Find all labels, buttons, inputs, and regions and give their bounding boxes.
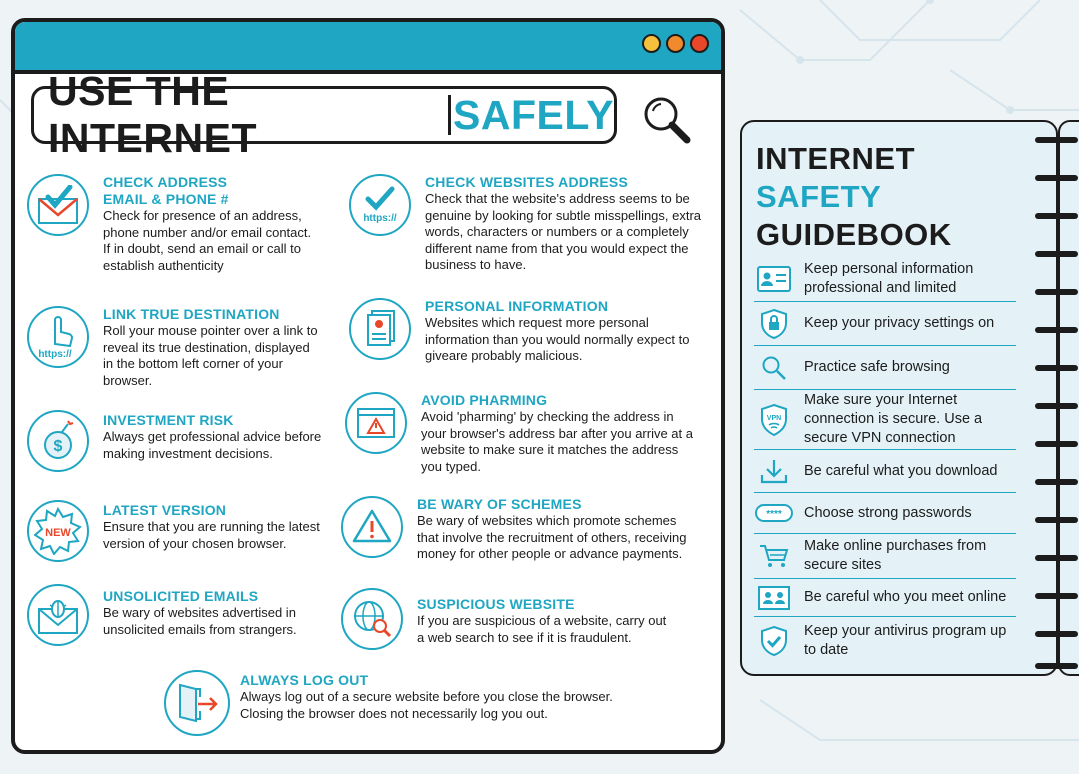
guidebook-item-label: Keep personal information professional and limited bbox=[804, 260, 974, 296]
browser-warning-icon bbox=[345, 392, 407, 454]
maximize-dot[interactable] bbox=[666, 34, 685, 53]
guidebook-item bbox=[754, 302, 1016, 346]
people-icon bbox=[754, 586, 794, 610]
title-part2: SAFELY bbox=[453, 91, 614, 138]
bug-email-icon bbox=[27, 584, 89, 646]
tip-title: CHECK ADDRESS bbox=[103, 174, 228, 190]
tip-body: Always get professional advice before making investment decisions. bbox=[103, 429, 322, 461]
logout-door-icon bbox=[164, 670, 230, 736]
cart-icon bbox=[754, 543, 794, 569]
guidebook-item bbox=[754, 346, 1016, 390]
tip-body: Be wary of websites which promote schemes that involve the recruitment of others, receiving money for other people or advance payments. bbox=[417, 513, 687, 561]
guidebook-item bbox=[754, 579, 1016, 617]
guidebook-item-label: Make sure your Internet connection is secure. Use a secure VPN connection bbox=[804, 392, 983, 446]
guidebook-item-label: Choose strong passwords bbox=[804, 504, 972, 521]
new-badge-icon bbox=[27, 500, 89, 562]
tip-title: LATEST VERSION bbox=[103, 502, 227, 518]
guidebook-item-label: Be careful who you meet online bbox=[804, 589, 1007, 605]
browser-window bbox=[11, 18, 725, 754]
shield-lock-icon bbox=[754, 308, 794, 340]
tip-body: Always log out of a secure website before you close the browser. Closing the browser does not necessarily log you out. bbox=[240, 689, 613, 721]
tip-body: Avoid 'pharming' by checking the address in your browser's address bar after you arrive at a website to make sure it matches the address you typed. bbox=[421, 409, 693, 474]
pointer-https-icon bbox=[27, 306, 89, 368]
vpn-icon-text: VPN bbox=[766, 414, 782, 422]
password-icon bbox=[754, 504, 794, 522]
https-icon-text: https:// bbox=[363, 213, 397, 224]
text-cursor bbox=[448, 95, 451, 135]
tip-body: Roll your mouse pointer over a link to reveal its true destination, displayed in the bottom left corner of your browser. bbox=[103, 323, 318, 388]
money-bomb-icon bbox=[27, 410, 89, 472]
tip-title-line2: EMAIL & PHONE # bbox=[103, 191, 229, 207]
search-icon bbox=[754, 355, 794, 381]
email-check-icon bbox=[27, 174, 89, 236]
close-dot[interactable] bbox=[690, 34, 709, 53]
tip-body: Check that the website's address seems to be genuine by looking for subtle misspellings, extra words, characters or numbers or a completely different name from that you would expect the business to have. bbox=[425, 191, 702, 272]
documents-icon bbox=[349, 298, 411, 360]
guidebook-item-label: Keep your antivirus program up to date bbox=[804, 623, 1007, 658]
page-title bbox=[31, 68, 617, 161]
guidebook-title-line3: GUIDEBOOK bbox=[756, 217, 952, 252]
tip-body: Websites which request more personal information than you would normally expect to giveare probably malicious. bbox=[425, 315, 690, 363]
tip-body: If you are suspicious of a website, carry out a web search to see if it is fraudulent. bbox=[417, 613, 667, 645]
guidebook-item-label: Be careful what you download bbox=[804, 462, 998, 479]
tip-title: UNSOLICITED EMAILS bbox=[103, 588, 259, 604]
minimize-dot[interactable] bbox=[642, 34, 661, 53]
guidebook-list bbox=[754, 256, 1016, 665]
tip-title: CHECK WEBSITES ADDRESS bbox=[425, 174, 629, 190]
tip-title: PERSONAL INFORMATION bbox=[425, 298, 609, 314]
guidebook-title-line2: SAFETY bbox=[756, 179, 882, 214]
guidebook-item bbox=[754, 617, 1016, 665]
tip-title: BE WARY OF SCHEMES bbox=[417, 496, 582, 512]
tip-body: Be wary of websites advertised in unsolicited emails from strangers. bbox=[103, 605, 297, 637]
guidebook-title bbox=[756, 140, 952, 254]
warning-triangle-icon bbox=[341, 496, 403, 558]
id-card-icon bbox=[754, 266, 794, 292]
https-icon-text: https:// bbox=[38, 349, 72, 360]
tip-title: SUSPICIOUS WEBSITE bbox=[417, 596, 575, 612]
guidebook-item bbox=[754, 450, 1016, 493]
guidebook-item-label: Practice safe browsing bbox=[804, 359, 950, 375]
tip-title: LINK TRUE DESTINATION bbox=[103, 306, 280, 322]
shield-check-icon bbox=[754, 625, 794, 657]
https-check-icon bbox=[349, 174, 411, 236]
guidebook-item bbox=[754, 390, 1016, 450]
tip-title: ALWAYS LOG OUT bbox=[240, 672, 369, 688]
vpn-shield-icon bbox=[754, 403, 794, 437]
download-icon bbox=[754, 458, 794, 484]
tip-title: INVESTMENT RISK bbox=[103, 412, 234, 428]
guidebook-item bbox=[754, 493, 1016, 534]
tip-body: Ensure that you are running the latest version of your chosen browser. bbox=[103, 519, 320, 551]
window-title-bar bbox=[15, 22, 721, 74]
binder-rings bbox=[1034, 124, 1079, 676]
guidebook-item bbox=[754, 534, 1016, 579]
globe-search-icon bbox=[341, 588, 403, 650]
guidebook-item-label: Make online purchases from secure sites bbox=[804, 538, 987, 573]
guidebook-item-label: Keep your privacy settings on bbox=[804, 315, 995, 331]
tip-body: Check for presence of an address, phone number and/or email contact. If in doubt, send an email or call to establish authenticity bbox=[103, 208, 312, 273]
title-part1: USE THE INTERNET bbox=[48, 68, 257, 161]
tip-title: AVOID PHARMING bbox=[421, 392, 548, 408]
new-badge-text: NEW bbox=[45, 527, 71, 539]
guidebook-title-line1: INTERNET bbox=[756, 141, 915, 176]
window-controls bbox=[642, 34, 709, 53]
svg-text:$: $ bbox=[53, 438, 63, 455]
password-icon-text: **** bbox=[766, 509, 782, 520]
magnifier-icon bbox=[641, 94, 693, 146]
guidebook bbox=[740, 120, 1058, 676]
guidebook-item bbox=[754, 256, 1016, 302]
